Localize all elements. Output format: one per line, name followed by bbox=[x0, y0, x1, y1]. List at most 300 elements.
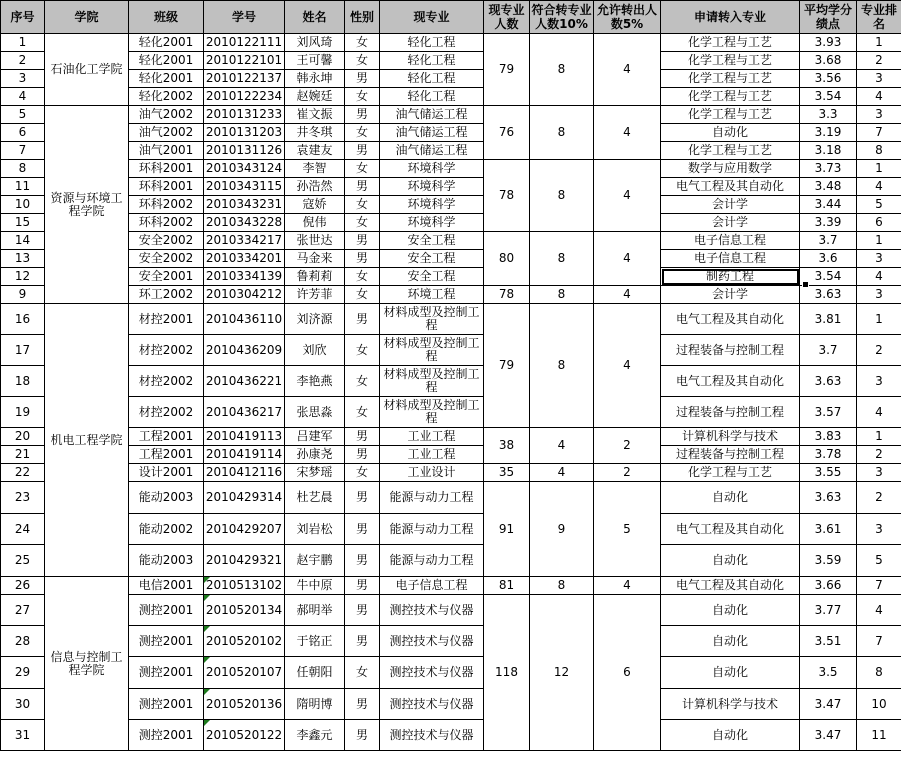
class-cell[interactable]: 材控2001 bbox=[129, 304, 204, 335]
major-cell[interactable]: 材料成型及控制工程 bbox=[380, 335, 484, 366]
class-cell[interactable]: 安全2002 bbox=[129, 232, 204, 250]
target-major-cell[interactable]: 自动化 bbox=[661, 124, 800, 142]
rank-cell[interactable]: 8 bbox=[857, 142, 901, 160]
target-major-cell[interactable]: 自动化 bbox=[661, 545, 800, 577]
gender-cell[interactable]: 男 bbox=[345, 232, 380, 250]
class-cell[interactable]: 电信2001 bbox=[129, 577, 204, 595]
target-major-cell[interactable]: 会计学 bbox=[661, 286, 800, 304]
name-cell[interactable]: 崔文振 bbox=[285, 106, 345, 124]
allowed-count-cell[interactable]: 4 bbox=[594, 34, 661, 106]
class-cell[interactable]: 能动2003 bbox=[129, 482, 204, 514]
major-cell[interactable]: 材料成型及控制工程 bbox=[380, 366, 484, 397]
student-id-cell[interactable]: 2010122111 bbox=[204, 34, 285, 52]
seq-cell[interactable]: 6 bbox=[1, 124, 45, 142]
major-cell[interactable]: 电子信息工程 bbox=[380, 577, 484, 595]
target-major-cell[interactable]: 自动化 bbox=[661, 482, 800, 514]
college-cell[interactable]: 石油化工学院 bbox=[45, 34, 129, 106]
gpa-cell[interactable]: 3.54 bbox=[800, 268, 857, 286]
rank-cell[interactable]: 2 bbox=[857, 52, 901, 70]
major-cell[interactable]: 能源与动力工程 bbox=[380, 482, 484, 514]
major-cell[interactable]: 测控技术与仪器 bbox=[380, 626, 484, 657]
gender-cell[interactable]: 女 bbox=[345, 464, 380, 482]
major-count-cell[interactable]: 35 bbox=[484, 464, 530, 482]
class-cell[interactable]: 油气2002 bbox=[129, 106, 204, 124]
class-cell[interactable]: 测控2001 bbox=[129, 657, 204, 689]
major-count-cell[interactable]: 38 bbox=[484, 428, 530, 464]
class-cell[interactable]: 材控2002 bbox=[129, 335, 204, 366]
header-gpa[interactable]: 平均学分绩点 bbox=[800, 1, 857, 34]
gpa-cell[interactable]: 3.57 bbox=[800, 397, 857, 428]
header-rank[interactable]: 专业排名 bbox=[857, 1, 901, 34]
rank-cell[interactable]: 1 bbox=[857, 428, 901, 446]
seq-cell[interactable]: 30 bbox=[1, 689, 45, 720]
name-cell[interactable]: 马金来 bbox=[285, 250, 345, 268]
class-cell[interactable]: 环科2002 bbox=[129, 196, 204, 214]
student-id-cell[interactable]: 2010436217 bbox=[204, 397, 285, 428]
name-cell[interactable]: 刘济源 bbox=[285, 304, 345, 335]
major-count-cell[interactable]: 79 bbox=[484, 304, 530, 428]
gender-cell[interactable]: 男 bbox=[345, 70, 380, 88]
rank-cell[interactable]: 8 bbox=[857, 657, 901, 689]
target-major-cell[interactable]: 化学工程与工艺 bbox=[661, 88, 800, 106]
gender-cell[interactable]: 女 bbox=[345, 88, 380, 106]
major-cell[interactable]: 工业工程 bbox=[380, 428, 484, 446]
student-id-cell[interactable]: 2010520122 bbox=[204, 720, 285, 751]
target-major-cell[interactable]: 过程装备与控制工程 bbox=[661, 335, 800, 366]
seq-cell[interactable]: 1 bbox=[1, 34, 45, 52]
student-id-cell[interactable]: 2010429207 bbox=[204, 514, 285, 545]
target-major-cell[interactable]: 化学工程与工艺 bbox=[661, 34, 800, 52]
major-cell[interactable]: 材料成型及控制工程 bbox=[380, 397, 484, 428]
eligible-count-cell[interactable]: 4 bbox=[530, 428, 594, 464]
eligible-count-cell[interactable]: 8 bbox=[530, 577, 594, 595]
target-major-cell[interactable]: 过程装备与控制工程 bbox=[661, 397, 800, 428]
allowed-count-cell[interactable]: 2 bbox=[594, 464, 661, 482]
student-id-cell[interactable]: 2010334201 bbox=[204, 250, 285, 268]
eligible-count-cell[interactable]: 8 bbox=[530, 106, 594, 160]
class-cell[interactable]: 环科2002 bbox=[129, 214, 204, 232]
major-cell[interactable]: 轻化工程 bbox=[380, 70, 484, 88]
class-cell[interactable]: 油气2001 bbox=[129, 142, 204, 160]
gender-cell[interactable]: 男 bbox=[345, 178, 380, 196]
student-id-cell[interactable]: 2010419114 bbox=[204, 446, 285, 464]
seq-cell[interactable]: 21 bbox=[1, 446, 45, 464]
rank-cell[interactable]: 5 bbox=[857, 196, 901, 214]
eligible-count-cell[interactable]: 4 bbox=[530, 464, 594, 482]
rank-cell[interactable]: 6 bbox=[857, 214, 901, 232]
seq-cell[interactable]: 20 bbox=[1, 428, 45, 446]
seq-cell[interactable]: 16 bbox=[1, 304, 45, 335]
gender-cell[interactable]: 女 bbox=[345, 196, 380, 214]
header-major[interactable]: 现专业 bbox=[380, 1, 484, 34]
class-cell[interactable]: 材控2002 bbox=[129, 397, 204, 428]
major-cell[interactable]: 环境科学 bbox=[380, 196, 484, 214]
student-id-cell[interactable]: 2010131203 bbox=[204, 124, 285, 142]
rank-cell[interactable]: 7 bbox=[857, 577, 901, 595]
rank-cell[interactable]: 1 bbox=[857, 34, 901, 52]
target-major-cell[interactable]: 电气工程及其自动化 bbox=[661, 366, 800, 397]
gender-cell[interactable]: 男 bbox=[345, 577, 380, 595]
rank-cell[interactable]: 4 bbox=[857, 88, 901, 106]
major-cell[interactable]: 测控技术与仪器 bbox=[380, 689, 484, 720]
rank-cell[interactable]: 4 bbox=[857, 397, 901, 428]
student-id-cell[interactable]: 2010122234 bbox=[204, 88, 285, 106]
major-cell[interactable]: 轻化工程 bbox=[380, 34, 484, 52]
rank-cell[interactable]: 1 bbox=[857, 304, 901, 335]
fill-handle[interactable] bbox=[802, 281, 809, 288]
gender-cell[interactable]: 男 bbox=[345, 250, 380, 268]
student-id-cell[interactable]: 2010520134 bbox=[204, 595, 285, 626]
eligible-count-cell[interactable]: 8 bbox=[530, 232, 594, 286]
eligible-count-cell[interactable]: 8 bbox=[530, 160, 594, 232]
seq-cell[interactable]: 29 bbox=[1, 657, 45, 689]
header-count[interactable]: 现专业人数 bbox=[484, 1, 530, 34]
gpa-cell[interactable]: 3.55 bbox=[800, 464, 857, 482]
rank-cell[interactable]: 1 bbox=[857, 160, 901, 178]
eligible-count-cell[interactable]: 12 bbox=[530, 595, 594, 751]
college-cell[interactable]: 信息与控制工程学院 bbox=[45, 577, 129, 751]
college-cell[interactable]: 机电工程学院 bbox=[45, 304, 129, 577]
class-cell[interactable]: 工程2001 bbox=[129, 446, 204, 464]
gpa-cell[interactable]: 3.81 bbox=[800, 304, 857, 335]
major-cell[interactable]: 测控技术与仪器 bbox=[380, 720, 484, 751]
header-class[interactable]: 班级 bbox=[129, 1, 204, 34]
target-major-cell[interactable]: 数学与应用数学 bbox=[661, 160, 800, 178]
rank-cell[interactable]: 7 bbox=[857, 124, 901, 142]
class-cell[interactable]: 环科2001 bbox=[129, 178, 204, 196]
class-cell[interactable]: 轻化2002 bbox=[129, 88, 204, 106]
student-id-cell[interactable]: 2010122101 bbox=[204, 52, 285, 70]
major-cell[interactable]: 材料成型及控制工程 bbox=[380, 304, 484, 335]
name-cell[interactable]: 赵宇鹏 bbox=[285, 545, 345, 577]
student-id-cell[interactable]: 2010513102 bbox=[204, 577, 285, 595]
gender-cell[interactable]: 男 bbox=[345, 142, 380, 160]
name-cell[interactable]: 刘欣 bbox=[285, 335, 345, 366]
class-cell[interactable]: 安全2001 bbox=[129, 268, 204, 286]
major-cell[interactable]: 工业设计 bbox=[380, 464, 484, 482]
gpa-cell[interactable]: 3.56 bbox=[800, 70, 857, 88]
gender-cell[interactable]: 男 bbox=[345, 595, 380, 626]
target-major-cell[interactable]: 电子信息工程 bbox=[661, 250, 800, 268]
gender-cell[interactable]: 女 bbox=[345, 286, 380, 304]
target-major-cell[interactable]: 化学工程与工艺 bbox=[661, 70, 800, 88]
rank-cell[interactable]: 3 bbox=[857, 464, 901, 482]
name-cell[interactable]: 任朝阳 bbox=[285, 657, 345, 689]
rank-cell[interactable]: 3 bbox=[857, 106, 901, 124]
gender-cell[interactable]: 女 bbox=[345, 214, 380, 232]
target-major-cell[interactable]: 制药工程 bbox=[661, 268, 800, 286]
name-cell[interactable]: 李艳燕 bbox=[285, 366, 345, 397]
gpa-cell[interactable]: 3.7 bbox=[800, 335, 857, 366]
student-id-cell[interactable]: 2010304212 bbox=[204, 286, 285, 304]
seq-cell[interactable]: 14 bbox=[1, 232, 45, 250]
header-student-id[interactable]: 学号 bbox=[204, 1, 285, 34]
gender-cell[interactable]: 男 bbox=[345, 106, 380, 124]
rank-cell[interactable]: 3 bbox=[857, 366, 901, 397]
name-cell[interactable]: 宋梦瑶 bbox=[285, 464, 345, 482]
seq-cell[interactable]: 31 bbox=[1, 720, 45, 751]
major-cell[interactable]: 安全工程 bbox=[380, 268, 484, 286]
gender-cell[interactable]: 男 bbox=[345, 482, 380, 514]
major-cell[interactable]: 轻化工程 bbox=[380, 88, 484, 106]
student-id-cell[interactable]: 2010520102 bbox=[204, 626, 285, 657]
target-major-cell[interactable]: 过程装备与控制工程 bbox=[661, 446, 800, 464]
target-major-cell[interactable]: 电气工程及其自动化 bbox=[661, 304, 800, 335]
gpa-cell[interactable]: 3.3 bbox=[800, 106, 857, 124]
seq-cell[interactable]: 4 bbox=[1, 88, 45, 106]
major-count-cell[interactable]: 118 bbox=[484, 595, 530, 751]
student-id-cell[interactable]: 2010429321 bbox=[204, 545, 285, 577]
gpa-cell[interactable]: 3.39 bbox=[800, 214, 857, 232]
name-cell[interactable]: 孙浩然 bbox=[285, 178, 345, 196]
class-cell[interactable]: 环工2002 bbox=[129, 286, 204, 304]
header-gender[interactable]: 性别 bbox=[345, 1, 380, 34]
seq-cell[interactable]: 7 bbox=[1, 142, 45, 160]
rank-cell[interactable]: 5 bbox=[857, 545, 901, 577]
gpa-cell[interactable]: 3.73 bbox=[800, 160, 857, 178]
student-id-cell[interactable]: 2010419113 bbox=[204, 428, 285, 446]
seq-cell[interactable]: 5 bbox=[1, 106, 45, 124]
seq-cell[interactable]: 17 bbox=[1, 335, 45, 366]
seq-cell[interactable]: 8 bbox=[1, 160, 45, 178]
name-cell[interactable]: 牛中原 bbox=[285, 577, 345, 595]
target-major-cell[interactable]: 化学工程与工艺 bbox=[661, 52, 800, 70]
target-major-cell[interactable]: 自动化 bbox=[661, 626, 800, 657]
rank-cell[interactable]: 3 bbox=[857, 250, 901, 268]
name-cell[interactable]: 郝明举 bbox=[285, 595, 345, 626]
gpa-cell[interactable]: 3.47 bbox=[800, 720, 857, 751]
name-cell[interactable]: 于铭正 bbox=[285, 626, 345, 657]
gpa-cell[interactable]: 3.6 bbox=[800, 250, 857, 268]
name-cell[interactable]: 李鑫元 bbox=[285, 720, 345, 751]
student-id-cell[interactable]: 2010436110 bbox=[204, 304, 285, 335]
class-cell[interactable]: 油气2002 bbox=[129, 124, 204, 142]
seq-cell[interactable]: 9 bbox=[1, 286, 45, 304]
target-major-cell[interactable]: 电气工程及其自动化 bbox=[661, 178, 800, 196]
seq-cell[interactable]: 3 bbox=[1, 70, 45, 88]
allowed-count-cell[interactable]: 2 bbox=[594, 428, 661, 464]
gender-cell[interactable]: 女 bbox=[345, 52, 380, 70]
student-id-cell[interactable]: 2010334217 bbox=[204, 232, 285, 250]
gpa-cell[interactable]: 3.47 bbox=[800, 689, 857, 720]
header-allowed[interactable]: 允许转出人数5% bbox=[594, 1, 661, 34]
gender-cell[interactable]: 男 bbox=[345, 626, 380, 657]
seq-cell[interactable]: 28 bbox=[1, 626, 45, 657]
rank-cell[interactable]: 3 bbox=[857, 286, 901, 304]
target-major-cell[interactable]: 电子信息工程 bbox=[661, 232, 800, 250]
target-major-cell[interactable]: 计算机科学与技术 bbox=[661, 428, 800, 446]
student-id-cell[interactable]: 2010131126 bbox=[204, 142, 285, 160]
allowed-count-cell[interactable]: 4 bbox=[594, 286, 661, 304]
gpa-cell[interactable]: 3.19 bbox=[800, 124, 857, 142]
rank-cell[interactable]: 3 bbox=[857, 514, 901, 545]
gender-cell[interactable]: 女 bbox=[345, 160, 380, 178]
allowed-count-cell[interactable]: 6 bbox=[594, 595, 661, 751]
major-cell[interactable]: 环境科学 bbox=[380, 160, 484, 178]
class-cell[interactable]: 安全2002 bbox=[129, 250, 204, 268]
name-cell[interactable]: 孙康尧 bbox=[285, 446, 345, 464]
target-major-cell[interactable]: 自动化 bbox=[661, 720, 800, 751]
gender-cell[interactable]: 女 bbox=[345, 34, 380, 52]
student-id-cell[interactable]: 2010343231 bbox=[204, 196, 285, 214]
college-cell[interactable]: 资源与环境工程学院 bbox=[45, 106, 129, 304]
class-cell[interactable]: 能动2003 bbox=[129, 545, 204, 577]
class-cell[interactable]: 能动2002 bbox=[129, 514, 204, 545]
rank-cell[interactable]: 10 bbox=[857, 689, 901, 720]
gender-cell[interactable]: 女 bbox=[345, 397, 380, 428]
major-cell[interactable]: 测控技术与仪器 bbox=[380, 595, 484, 626]
target-major-cell[interactable]: 电气工程及其自动化 bbox=[661, 577, 800, 595]
rank-cell[interactable]: 7 bbox=[857, 626, 901, 657]
gender-cell[interactable]: 男 bbox=[345, 446, 380, 464]
major-cell[interactable]: 油气储运工程 bbox=[380, 106, 484, 124]
target-major-cell[interactable]: 电气工程及其自动化 bbox=[661, 514, 800, 545]
gpa-cell[interactable]: 3.77 bbox=[800, 595, 857, 626]
class-cell[interactable]: 测控2001 bbox=[129, 689, 204, 720]
gender-cell[interactable]: 男 bbox=[345, 689, 380, 720]
seq-cell[interactable]: 23 bbox=[1, 482, 45, 514]
target-major-cell[interactable]: 自动化 bbox=[661, 595, 800, 626]
class-cell[interactable]: 工程2001 bbox=[129, 428, 204, 446]
name-cell[interactable]: 王可馨 bbox=[285, 52, 345, 70]
student-id-cell[interactable]: 2010520107 bbox=[204, 657, 285, 689]
student-id-cell[interactable]: 2010520136 bbox=[204, 689, 285, 720]
student-id-cell[interactable]: 2010131233 bbox=[204, 106, 285, 124]
seq-cell[interactable]: 22 bbox=[1, 464, 45, 482]
class-cell[interactable]: 测控2001 bbox=[129, 626, 204, 657]
gender-cell[interactable]: 女 bbox=[345, 335, 380, 366]
seq-cell[interactable]: 25 bbox=[1, 545, 45, 577]
gpa-cell[interactable]: 3.83 bbox=[800, 428, 857, 446]
rank-cell[interactable]: 2 bbox=[857, 446, 901, 464]
eligible-count-cell[interactable]: 9 bbox=[530, 482, 594, 577]
gender-cell[interactable]: 女 bbox=[345, 124, 380, 142]
gpa-cell[interactable]: 3.68 bbox=[800, 52, 857, 70]
gender-cell[interactable]: 女 bbox=[345, 366, 380, 397]
name-cell[interactable]: 隋明博 bbox=[285, 689, 345, 720]
gpa-cell[interactable]: 3.78 bbox=[800, 446, 857, 464]
gpa-cell[interactable]: 3.93 bbox=[800, 34, 857, 52]
target-major-cell[interactable]: 计算机科学与技术 bbox=[661, 689, 800, 720]
seq-cell[interactable]: 19 bbox=[1, 397, 45, 428]
class-cell[interactable]: 测控2001 bbox=[129, 595, 204, 626]
target-major-cell[interactable]: 化学工程与工艺 bbox=[661, 106, 800, 124]
class-cell[interactable]: 轻化2001 bbox=[129, 34, 204, 52]
student-id-cell[interactable]: 2010412116 bbox=[204, 464, 285, 482]
student-id-cell[interactable]: 2010122137 bbox=[204, 70, 285, 88]
header-target[interactable]: 申请转入专业 bbox=[661, 1, 800, 34]
gpa-cell[interactable]: 3.18 bbox=[800, 142, 857, 160]
student-id-cell[interactable]: 2010343115 bbox=[204, 178, 285, 196]
rank-cell[interactable]: 11 bbox=[857, 720, 901, 751]
eligible-count-cell[interactable]: 8 bbox=[530, 34, 594, 106]
rank-cell[interactable]: 4 bbox=[857, 178, 901, 196]
major-cell[interactable]: 油气储运工程 bbox=[380, 124, 484, 142]
gpa-cell[interactable]: 3.48 bbox=[800, 178, 857, 196]
rank-cell[interactable]: 2 bbox=[857, 335, 901, 366]
name-cell[interactable]: 寇娇 bbox=[285, 196, 345, 214]
student-id-cell[interactable]: 2010436209 bbox=[204, 335, 285, 366]
name-cell[interactable]: 杜艺晨 bbox=[285, 482, 345, 514]
target-major-cell[interactable]: 化学工程与工艺 bbox=[661, 464, 800, 482]
class-cell[interactable]: 测控2001 bbox=[129, 720, 204, 751]
name-cell[interactable]: 倪伟 bbox=[285, 214, 345, 232]
rank-cell[interactable]: 3 bbox=[857, 70, 901, 88]
gender-cell[interactable]: 男 bbox=[345, 545, 380, 577]
header-college[interactable]: 学院 bbox=[45, 1, 129, 34]
allowed-count-cell[interactable]: 4 bbox=[594, 160, 661, 232]
name-cell[interactable]: 韩永坤 bbox=[285, 70, 345, 88]
header-name[interactable]: 姓名 bbox=[285, 1, 345, 34]
gpa-cell[interactable]: 3.63 bbox=[800, 286, 857, 304]
major-count-cell[interactable]: 80 bbox=[484, 232, 530, 286]
name-cell[interactable]: 鲁莉莉 bbox=[285, 268, 345, 286]
gpa-cell[interactable]: 3.5 bbox=[800, 657, 857, 689]
name-cell[interactable]: 赵婉廷 bbox=[285, 88, 345, 106]
seq-cell[interactable]: 26 bbox=[1, 577, 45, 595]
student-id-cell[interactable]: 2010436221 bbox=[204, 366, 285, 397]
gender-cell[interactable]: 女 bbox=[345, 657, 380, 689]
gpa-cell[interactable]: 3.66 bbox=[800, 577, 857, 595]
gpa-cell[interactable]: 3.54 bbox=[800, 88, 857, 106]
gender-cell[interactable]: 男 bbox=[345, 428, 380, 446]
allowed-count-cell[interactable]: 4 bbox=[594, 577, 661, 595]
name-cell[interactable]: 张世达 bbox=[285, 232, 345, 250]
student-id-cell[interactable]: 2010334139 bbox=[204, 268, 285, 286]
major-cell[interactable]: 工业工程 bbox=[380, 446, 484, 464]
major-cell[interactable]: 安全工程 bbox=[380, 250, 484, 268]
major-cell[interactable]: 能源与动力工程 bbox=[380, 514, 484, 545]
eligible-count-cell[interactable]: 8 bbox=[530, 286, 594, 304]
name-cell[interactable]: 许芳菲 bbox=[285, 286, 345, 304]
student-id-cell[interactable]: 2010343124 bbox=[204, 160, 285, 178]
class-cell[interactable]: 材控2002 bbox=[129, 366, 204, 397]
gpa-cell[interactable]: 3.61 bbox=[800, 514, 857, 545]
major-cell[interactable]: 能源与动力工程 bbox=[380, 545, 484, 577]
seq-cell[interactable]: 11 bbox=[1, 178, 45, 196]
major-cell[interactable]: 油气储运工程 bbox=[380, 142, 484, 160]
major-cell[interactable]: 测控技术与仪器 bbox=[380, 657, 484, 689]
eligible-count-cell[interactable]: 8 bbox=[530, 304, 594, 428]
name-cell[interactable]: 刘岩松 bbox=[285, 514, 345, 545]
class-cell[interactable]: 轻化2001 bbox=[129, 52, 204, 70]
seq-cell[interactable]: 2 bbox=[1, 52, 45, 70]
target-major-cell[interactable]: 化学工程与工艺 bbox=[661, 142, 800, 160]
name-cell[interactable]: 刘风琦 bbox=[285, 34, 345, 52]
gpa-cell[interactable]: 3.63 bbox=[800, 482, 857, 514]
major-count-cell[interactable]: 91 bbox=[484, 482, 530, 577]
class-cell[interactable]: 环科2001 bbox=[129, 160, 204, 178]
rank-cell[interactable]: 1 bbox=[857, 232, 901, 250]
seq-cell[interactable]: 12 bbox=[1, 268, 45, 286]
target-major-cell[interactable]: 会计学 bbox=[661, 196, 800, 214]
gender-cell[interactable]: 男 bbox=[345, 720, 380, 751]
student-id-cell[interactable]: 2010429314 bbox=[204, 482, 285, 514]
seq-cell[interactable]: 10 bbox=[1, 196, 45, 214]
allowed-count-cell[interactable]: 4 bbox=[594, 304, 661, 428]
gpa-cell[interactable]: 3.51 bbox=[800, 626, 857, 657]
class-cell[interactable]: 轻化2001 bbox=[129, 70, 204, 88]
student-id-cell[interactable]: 2010343228 bbox=[204, 214, 285, 232]
major-count-cell[interactable]: 81 bbox=[484, 577, 530, 595]
name-cell[interactable]: 袁建友 bbox=[285, 142, 345, 160]
rank-cell[interactable]: 4 bbox=[857, 595, 901, 626]
gpa-cell[interactable]: 3.44 bbox=[800, 196, 857, 214]
seq-cell[interactable]: 27 bbox=[1, 595, 45, 626]
major-count-cell[interactable]: 78 bbox=[484, 160, 530, 232]
major-count-cell[interactable]: 79 bbox=[484, 34, 530, 106]
gender-cell[interactable]: 男 bbox=[345, 514, 380, 545]
